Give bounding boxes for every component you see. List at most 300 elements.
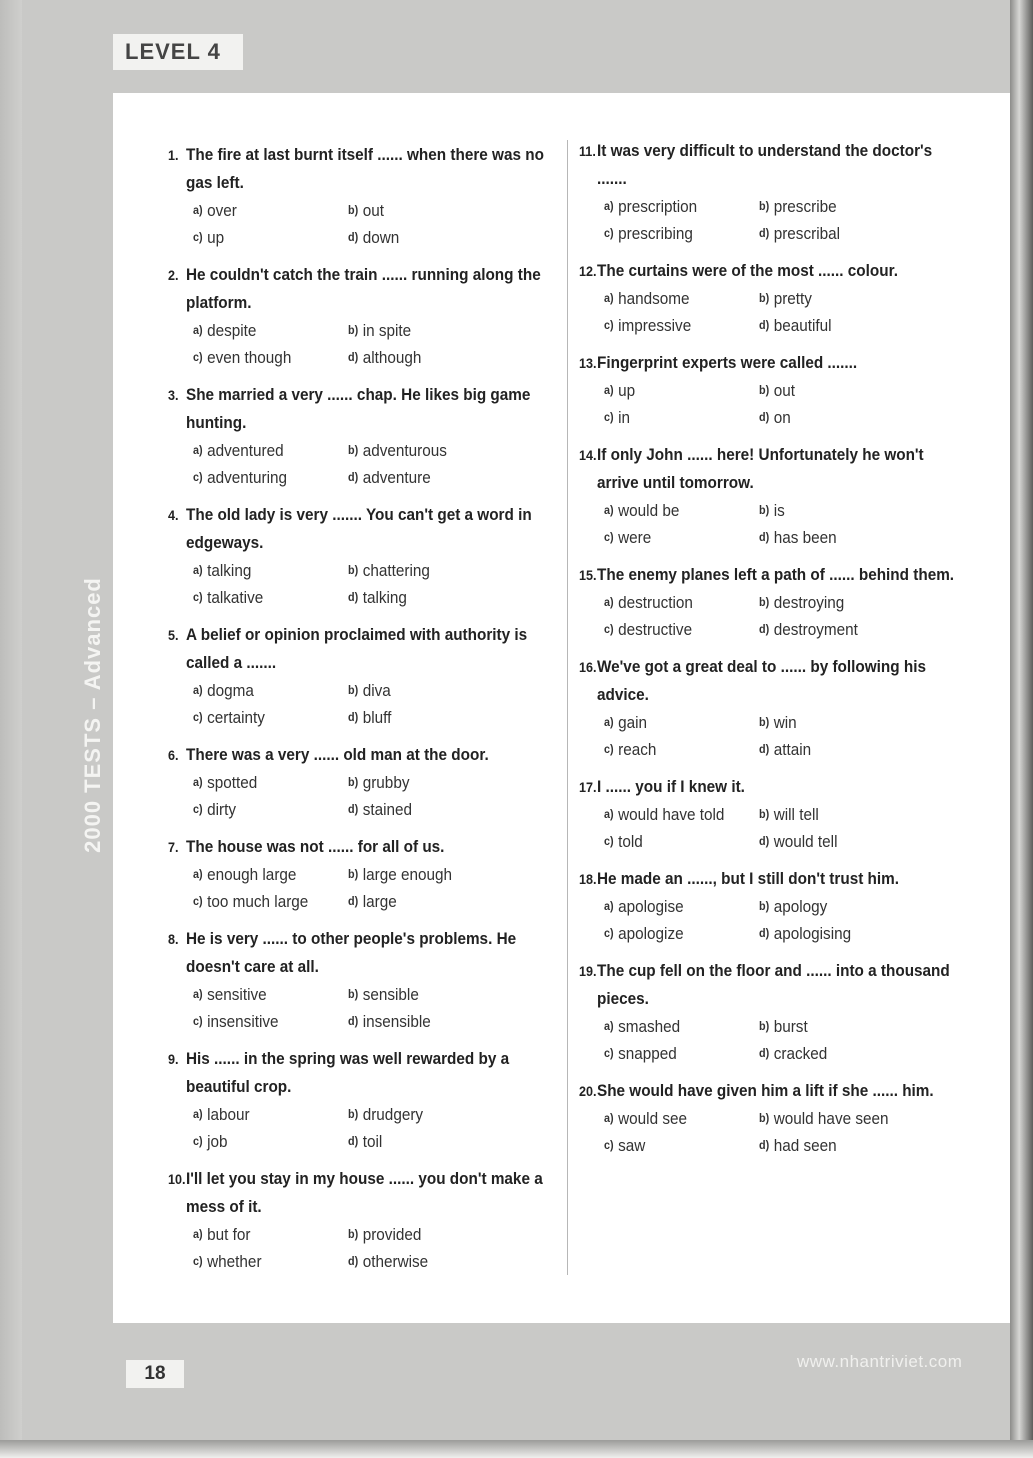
option-letter: c) — [604, 834, 614, 848]
option-text: adventured — [207, 441, 284, 460]
question-text: We've got a great deal to ...... by following his advice. — [597, 657, 926, 704]
option-letter: c) — [193, 1014, 203, 1028]
answer-option — [759, 193, 939, 220]
option-text: in — [618, 408, 631, 427]
answer-option — [193, 861, 333, 888]
question-text: If only John ...... here! Unfortunately he won't arrive until tomorrow. — [597, 445, 924, 492]
option-letter: a) — [604, 1111, 614, 1125]
option-letter: d) — [759, 410, 770, 424]
question-text: It was very difficult to understand the doctor's ....... — [597, 141, 933, 188]
answer-options — [604, 709, 959, 763]
answer-option — [193, 224, 333, 251]
option-letter: b) — [759, 291, 770, 305]
answer-option — [759, 497, 939, 524]
option-text: prescribe — [773, 197, 837, 216]
option-text: win — [773, 713, 797, 732]
question-stem — [579, 653, 959, 709]
question-text: He couldn't catch the train ...... running along the platform. — [186, 265, 541, 312]
question-text: The old lady is very ....... You can't get a word in edgeways. — [186, 505, 532, 552]
answer-option — [759, 616, 939, 643]
answer-option — [348, 344, 528, 371]
answer-options — [193, 437, 548, 491]
option-letter: b) — [759, 595, 770, 609]
option-letter: c) — [193, 590, 203, 604]
answer-option — [759, 589, 939, 616]
question-stem — [579, 441, 959, 497]
option-letter: a) — [604, 1019, 614, 1033]
option-letter: d) — [759, 834, 770, 848]
answer-option — [604, 497, 744, 524]
question-stem — [168, 1165, 548, 1221]
option-text: out — [773, 381, 795, 400]
option-text: toil — [362, 1132, 383, 1151]
answer-option — [759, 801, 939, 828]
option-letter: c) — [604, 530, 614, 544]
answer-option — [348, 437, 528, 464]
option-text: stained — [362, 800, 413, 819]
question-stem — [579, 773, 959, 801]
option-letter: a) — [193, 563, 203, 577]
question-number: 11. — [579, 143, 596, 159]
option-text: destructive — [618, 620, 693, 639]
answer-option — [193, 584, 333, 611]
option-letter: d) — [348, 1014, 359, 1028]
answer-option — [604, 920, 744, 947]
option-text: enough large — [207, 865, 297, 884]
option-text: dogma — [207, 681, 254, 700]
answer-option — [193, 344, 333, 371]
question-item — [168, 621, 548, 731]
option-text: prescribal — [773, 224, 841, 243]
question-item — [579, 653, 959, 763]
question-stem — [168, 381, 548, 437]
answer-option — [348, 769, 528, 796]
option-letter: a) — [193, 683, 203, 697]
answer-option — [348, 704, 528, 731]
option-letter: a) — [193, 775, 203, 789]
option-letter: b) — [759, 715, 770, 729]
option-letter: d) — [759, 1138, 770, 1152]
option-text: large — [362, 892, 397, 911]
option-letter: d) — [348, 350, 359, 364]
option-letter: b) — [348, 683, 359, 697]
option-letter: d) — [759, 622, 770, 636]
option-letter: b) — [759, 503, 770, 517]
option-text: would tell — [773, 832, 838, 851]
option-letter: a) — [604, 715, 614, 729]
question-item — [168, 261, 548, 371]
option-letter: c) — [604, 1138, 614, 1152]
option-letter: c) — [604, 226, 614, 240]
option-text: talking — [362, 588, 407, 607]
option-text: prescribing — [618, 224, 693, 243]
answer-options — [193, 981, 548, 1035]
option-letter: d) — [348, 590, 359, 604]
answer-option — [604, 1013, 744, 1040]
answer-option — [759, 1105, 939, 1132]
question-item — [579, 773, 959, 855]
option-letter: a) — [193, 987, 203, 1001]
answer-options — [604, 1013, 959, 1067]
option-text: smashed — [618, 1017, 681, 1036]
question-item — [168, 501, 548, 611]
option-letter: d) — [348, 470, 359, 484]
question-number: 7. — [168, 839, 179, 855]
option-text: out — [362, 201, 384, 220]
option-letter: d) — [348, 894, 359, 908]
answer-option — [348, 677, 528, 704]
question-number: 5. — [168, 627, 179, 643]
option-letter: c) — [193, 230, 203, 244]
option-text: saw — [618, 1136, 646, 1155]
side-title-text: 2000 TESTS – Advanced — [80, 577, 105, 853]
answer-options — [604, 497, 959, 551]
option-text: pretty — [773, 289, 812, 308]
option-letter: b) — [759, 1019, 770, 1033]
answer-option — [193, 464, 333, 491]
question-number: 8. — [168, 931, 179, 947]
option-letter: c) — [604, 410, 614, 424]
question-text: The enemy planes left a path of ...... behind them. — [597, 565, 955, 584]
answer-option — [604, 524, 744, 551]
question-text: She married a very ...... chap. He likes big game hunting. — [186, 385, 531, 432]
answer-options — [604, 589, 959, 643]
option-text: adventurous — [362, 441, 447, 460]
page-number: 18 — [126, 1360, 184, 1388]
option-text: apologising — [773, 924, 852, 943]
answer-option — [604, 1105, 744, 1132]
option-text: attain — [773, 740, 812, 759]
answer-option — [604, 377, 744, 404]
option-text: on — [773, 408, 791, 427]
option-text: is — [773, 501, 785, 520]
option-text: apology — [773, 897, 828, 916]
answer-option — [348, 224, 528, 251]
option-letter: a) — [193, 1227, 203, 1241]
option-text: whether — [207, 1252, 262, 1271]
question-item — [579, 441, 959, 551]
option-letter: d) — [759, 318, 770, 332]
answer-option — [759, 285, 939, 312]
answer-option — [604, 801, 744, 828]
option-text: large enough — [362, 865, 453, 884]
question-stem — [168, 141, 548, 197]
option-letter: a) — [604, 807, 614, 821]
question-number: 16. — [579, 659, 597, 675]
option-text: diva — [362, 681, 391, 700]
answer-options — [604, 285, 959, 339]
answer-options — [193, 1221, 548, 1275]
option-text: were — [618, 528, 652, 547]
option-letter: a) — [604, 503, 614, 517]
answer-option — [604, 220, 744, 247]
question-number: 10. — [168, 1171, 186, 1187]
answer-option — [193, 769, 333, 796]
page-bottom-edge — [0, 1440, 1033, 1458]
option-letter: d) — [759, 226, 770, 240]
question-number: 15. — [579, 567, 597, 583]
answer-option — [604, 193, 744, 220]
answer-options — [193, 557, 548, 611]
answer-option — [348, 557, 528, 584]
option-letter: d) — [348, 1134, 359, 1148]
question-item — [168, 141, 548, 251]
question-text: The cup fell on the floor and ...... into a thousand pieces. — [597, 961, 950, 1008]
question-number: 6. — [168, 747, 179, 763]
option-letter: d) — [348, 230, 359, 244]
answer-option — [348, 317, 528, 344]
question-item — [579, 349, 959, 431]
answer-option — [604, 893, 744, 920]
option-text: up — [207, 228, 225, 247]
option-letter: b) — [348, 443, 359, 457]
option-text: dirty — [207, 800, 237, 819]
question-text: The house was not ...... for all of us. — [186, 837, 445, 856]
option-text: labour — [207, 1105, 250, 1124]
option-letter: b) — [759, 383, 770, 397]
option-text: adventure — [362, 468, 431, 487]
book-spine-edge — [1010, 0, 1033, 1458]
answer-option — [348, 1101, 528, 1128]
option-letter: c) — [604, 622, 614, 636]
option-text: impressive — [618, 316, 692, 335]
option-letter: c) — [193, 470, 203, 484]
option-letter: c) — [604, 1046, 614, 1060]
option-letter: d) — [759, 1046, 770, 1060]
answer-option — [193, 796, 333, 823]
answer-option — [348, 981, 528, 1008]
option-text: over — [207, 201, 237, 220]
option-letter: a) — [604, 291, 614, 305]
option-text: even though — [207, 348, 292, 367]
question-text: I ...... you if I knew it. — [597, 777, 745, 796]
answer-options — [604, 1105, 959, 1159]
answer-option — [348, 464, 528, 491]
answer-option — [759, 377, 939, 404]
question-number: 3. — [168, 387, 179, 403]
answer-option — [193, 437, 333, 464]
question-stem — [579, 137, 959, 193]
answer-option — [348, 1128, 528, 1155]
option-letter: b) — [348, 1227, 359, 1241]
option-letter: b) — [759, 807, 770, 821]
option-text: would be — [618, 501, 680, 520]
level-heading: LEVEL 4 — [113, 34, 243, 70]
question-stem — [168, 1045, 548, 1101]
option-text: sensitive — [207, 985, 267, 1004]
question-text: I'll let you stay in my house ...... you don't make a mess of it. — [186, 1169, 543, 1216]
option-text: sensible — [362, 985, 419, 1004]
answer-option — [759, 1013, 939, 1040]
option-letter: d) — [348, 1254, 359, 1268]
answer-option — [604, 312, 744, 339]
question-item — [579, 137, 959, 247]
answer-option — [604, 616, 744, 643]
option-text: destroying — [773, 593, 845, 612]
question-stem — [579, 1077, 959, 1105]
question-number: 18. — [579, 871, 597, 887]
option-text: but for — [207, 1225, 251, 1244]
question-stem — [579, 257, 959, 285]
question-item — [579, 957, 959, 1067]
answer-option — [604, 1132, 744, 1159]
option-letter: c) — [604, 742, 614, 756]
option-letter: d) — [759, 742, 770, 756]
option-text: told — [618, 832, 643, 851]
question-stem — [579, 865, 959, 893]
option-letter: a) — [604, 199, 614, 213]
answer-options — [604, 377, 959, 431]
option-letter: b) — [759, 1111, 770, 1125]
question-number: 4. — [168, 507, 179, 523]
option-letter: a) — [193, 203, 203, 217]
option-text: talkative — [207, 588, 264, 607]
option-text: reach — [618, 740, 657, 759]
question-text: The curtains were of the most ...... colour. — [597, 261, 898, 280]
question-number: 13. — [579, 355, 597, 371]
answer-option — [348, 861, 528, 888]
column-divider — [567, 140, 568, 1275]
answer-option — [193, 1128, 333, 1155]
answer-option — [193, 888, 333, 915]
option-text: would have told — [618, 805, 725, 824]
question-item — [579, 865, 959, 947]
option-text: cracked — [773, 1044, 828, 1063]
option-text: insensitive — [207, 1012, 279, 1031]
answer-option — [759, 920, 939, 947]
option-letter: b) — [348, 323, 359, 337]
option-text: will tell — [773, 805, 819, 824]
option-letter: a) — [193, 1107, 203, 1121]
option-letter: a) — [193, 443, 203, 457]
question-stem — [168, 501, 548, 557]
question-number: 20. — [579, 1083, 597, 1099]
question-text: A belief or opinion proclaimed with authority is called a ....... — [186, 625, 528, 672]
option-letter: a) — [604, 595, 614, 609]
answer-option — [604, 828, 744, 855]
option-text: destroyment — [773, 620, 858, 639]
page-binding-edge — [0, 0, 22, 1440]
answer-option — [348, 796, 528, 823]
option-letter: b) — [348, 1107, 359, 1121]
option-letter: b) — [348, 203, 359, 217]
option-text: down — [362, 228, 400, 247]
option-letter: d) — [759, 530, 770, 544]
answer-options — [193, 677, 548, 731]
option-letter: c) — [193, 1134, 203, 1148]
option-text: certainty — [207, 708, 265, 727]
answer-option — [759, 524, 939, 551]
option-letter: b) — [348, 563, 359, 577]
option-letter: c) — [604, 318, 614, 332]
option-letter: b) — [759, 899, 770, 913]
question-item — [579, 561, 959, 643]
answer-option — [604, 709, 744, 736]
question-item — [168, 833, 548, 915]
right-question-column — [579, 137, 959, 1169]
option-text: in spite — [362, 321, 412, 340]
question-number: 14. — [579, 447, 597, 463]
answer-options — [193, 1101, 548, 1155]
option-letter: a) — [604, 383, 614, 397]
option-letter: b) — [348, 775, 359, 789]
option-text: snapped — [618, 1044, 677, 1063]
option-letter: d) — [759, 926, 770, 940]
answer-option — [759, 828, 939, 855]
answer-option — [759, 1040, 939, 1067]
answer-option — [604, 285, 744, 312]
question-stem — [579, 957, 959, 1013]
option-letter: c) — [193, 710, 203, 724]
option-text: despite — [207, 321, 257, 340]
answer-option — [759, 709, 939, 736]
option-text: prescription — [618, 197, 698, 216]
option-text: apologize — [618, 924, 684, 943]
answer-option — [759, 312, 939, 339]
answer-options — [604, 193, 959, 247]
option-text: gain — [618, 713, 648, 732]
answer-option — [604, 736, 744, 763]
question-number: 17. — [579, 779, 597, 795]
answer-option — [193, 981, 333, 1008]
answer-option — [759, 736, 939, 763]
option-text: adventuring — [207, 468, 288, 487]
question-item — [168, 1165, 548, 1275]
option-text: drudgery — [362, 1105, 424, 1124]
option-letter: c) — [604, 926, 614, 940]
option-text: insensible — [362, 1012, 431, 1031]
answer-option — [348, 1248, 528, 1275]
option-letter: c) — [193, 350, 203, 364]
question-number: 19. — [579, 963, 597, 979]
option-letter: c) — [193, 1254, 203, 1268]
option-letter: b) — [348, 867, 359, 881]
option-letter: d) — [348, 710, 359, 724]
answer-option — [193, 197, 333, 224]
question-text: Fingerprint experts were called ....... — [597, 353, 858, 372]
question-stem — [579, 349, 959, 377]
option-text: although — [362, 348, 422, 367]
option-letter: c) — [193, 802, 203, 816]
question-text: The fire at last burnt itself ...... when there was no gas left. — [186, 145, 544, 192]
option-text: chattering — [362, 561, 430, 580]
answer-option — [348, 1221, 528, 1248]
question-stem — [168, 925, 548, 981]
question-number: 1. — [168, 147, 179, 163]
option-text: otherwise — [362, 1252, 429, 1271]
option-text: would have seen — [773, 1109, 889, 1128]
answer-option — [759, 1132, 939, 1159]
answer-option — [193, 1248, 333, 1275]
answer-option — [348, 584, 528, 611]
question-stem — [579, 561, 959, 589]
answer-option — [193, 317, 333, 344]
question-stem — [168, 833, 548, 861]
answer-option — [759, 220, 939, 247]
answer-option — [604, 1040, 744, 1067]
answer-option — [193, 677, 333, 704]
question-number: 9. — [168, 1051, 179, 1067]
answer-option — [193, 1101, 333, 1128]
answer-options — [604, 893, 959, 947]
option-text: up — [618, 381, 636, 400]
option-letter: b) — [348, 987, 359, 1001]
question-number: 12. — [579, 263, 597, 279]
website-watermark: www.nhantriviet.com — [797, 1352, 963, 1371]
option-text: burst — [773, 1017, 808, 1036]
option-text: spotted — [207, 773, 258, 792]
option-letter: a) — [193, 323, 203, 337]
